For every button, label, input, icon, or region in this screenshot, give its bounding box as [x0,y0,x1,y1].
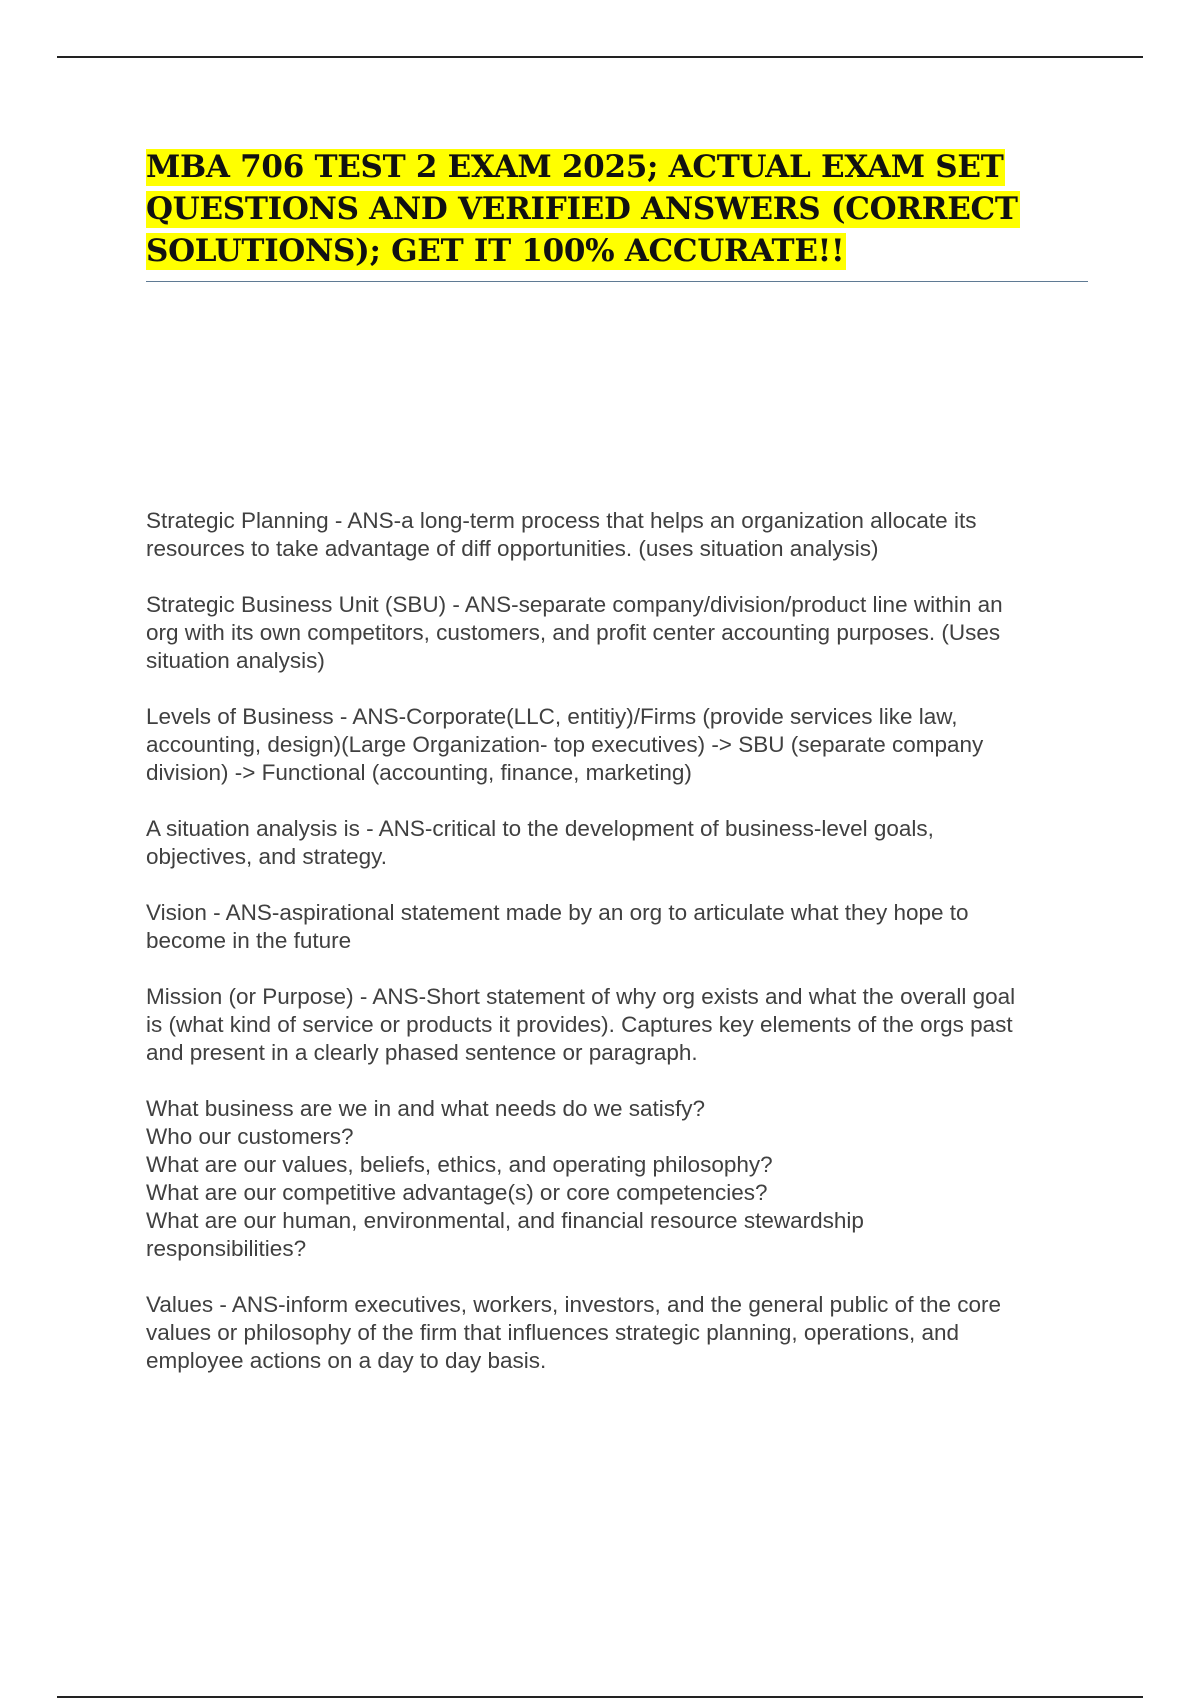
entry-mission: Mission (or Purpose) - ANS-Short statement of why org exists and what the overall goal is (what kind of service or products it provides). Captures key elements of the orgs past and present in a clearly phased sentence or paragraph. [146,984,1016,1065]
entry-levels-of-business: Levels of Business - ANS-Corporate(LLC, entitiy)/Firms (provide services like law, accounting, design)(Large Organization- top executives) -> SBU (separate company division) -> Functional (accounting, finance, marketing) [146,704,984,785]
page-top-rule [57,56,1143,58]
title-line-2: QUESTIONS AND VERIFIED ANSWERS (CORRECT [146,191,1018,227]
entry-situation-analysis: A situation analysis is - ANS-critical to the development of business-level goals, objectives, and strategy. [146,816,934,869]
entry-vision: Vision - ANS-aspirational statement made by an org to articulate what they hope to become in the future [146,900,969,953]
entry-mission-questions: What business are we in and what needs do we satisfy? Who our customers? What are our values, beliefs, ethics, and operating philosophy? What are our competitive advantage(s) or core competencies? What are our human, environmental, and financial resource stewardship responsibilities? [146,1096,864,1261]
entry-strategic-business-unit: Strategic Business Unit (SBU) - ANS-separate company/division/product line within an org with its own competitors, customers, and profit center accounting purposes. (Uses situation analysis) [146,592,1003,673]
entry-values: Values - ANS-inform executives, workers, investors, and the general public of the core values or philosophy of the firm that influences strategic planning, operations, and employee actions on a day to day basis. [146,1292,1001,1373]
title-underline [146,281,1088,282]
title-line-1: MBA 706 TEST 2 EXAM 2025; ACTUAL EXAM SET [146,149,1004,185]
document-title-block [146,146,1086,272]
document-title [146,146,1086,272]
title-line-3: SOLUTIONS); GET IT 100% ACCURATE!! [146,233,845,269]
page-bottom-rule [57,1696,1143,1698]
document-body [146,507,1096,1403]
entry-strategic-planning: Strategic Planning - ANS-a long-term process that helps an organization allocate its resources to take advantage of diff opportunities. (uses situation analysis) [146,508,977,561]
